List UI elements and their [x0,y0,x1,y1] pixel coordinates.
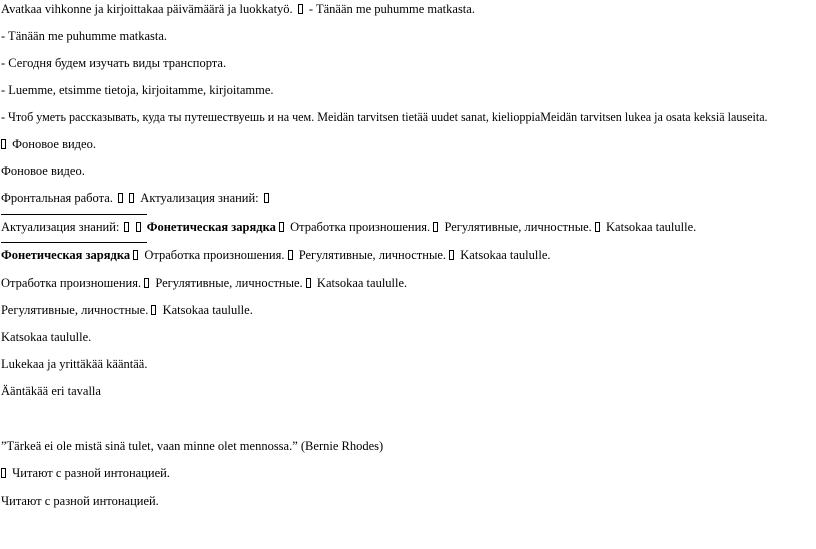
text-line-17 [1,466,170,481]
text-segment: Регулятивные, личностные. [1,303,149,317]
text-segment: Katsokaa taululle. [1,330,92,344]
text-segment: Фронтальная работа. [1,191,113,205]
text-line-16 [1,439,383,454]
missing-glyph-icon [1,139,6,149]
text-segment: Читают с разной интонацией. [1,494,159,508]
text-line-7 [1,164,85,179]
text-line-10 [1,248,551,263]
text-line-14 [1,357,147,372]
horizontal-rule [1,214,147,215]
quote-text: ”Tärkeä ei ole mistä sinä tulet, vaan minne olet mennossa.” (Bernie Rhodes) [1,439,384,453]
missing-glyph-icon [279,222,284,232]
text-line-11 [1,276,407,291]
text-segment: Регулятивные, личностные. [298,248,447,262]
text-line-3 [1,56,226,71]
missing-glyph-icon [151,305,156,315]
text-segment: Отработка произношения. [144,248,285,262]
text-line-13 [1,330,91,345]
text-segment: - Luemme, etsimme tietoja, kirjoitamme, kirjoitamme. [1,83,274,97]
text-segment: Ääntäkää eri tavalla [1,384,101,398]
text-line-6 [1,137,96,152]
text-line-18 [1,494,159,509]
text-segment: Регулятивные, личностные. [155,276,303,290]
text-segment-bold: Фонетическая зарядка [146,220,276,234]
text-segment: Katsokaa taululle. [162,303,253,317]
text-segment: Фоновое видео. [12,137,96,151]
missing-glyph-icon [288,250,293,260]
text-line-12 [1,303,253,318]
text-segment: Lukekaa ja yrittäkää kääntää. [1,357,148,371]
text-segment: Читают с разной интонацией. [12,466,170,480]
text-segment: Актуализация знаний: [1,220,120,234]
text-segment: Отработка произношения. [1,276,142,290]
missing-glyph-icon [133,250,138,260]
text-line-8 [1,191,272,206]
missing-glyph-icon [118,193,123,203]
missing-glyph-icon [306,278,311,288]
text-line-9 [1,220,696,235]
text-line-4 [1,83,274,98]
text-segment: Актуализация знаний: [140,191,259,205]
missing-glyph-icon [433,222,438,232]
missing-glyph-icon [449,250,454,260]
text-segment: - Tänään me puhumme matkasta. [1,29,168,43]
missing-glyph-icon [136,222,141,232]
missing-glyph-icon [144,278,149,288]
text-segment: Katsokaa taululle. [316,276,408,290]
text-segment: - Чтоб уметь рассказывать, куда ты путешествуешь и на чем. Meidän tarvitsen tietää uudet sanat, kielioppiaMeidän tarvitsen lukea ja osata keksiä lauseita. [1,110,768,124]
text-segment: - Сегодня будем изучать виды транспорта. [1,56,227,70]
text-segment: Avatkaa vihkonne ja kirjoittakaa päivämäärä ja luokkatyö. [1,2,293,16]
missing-glyph-icon [595,222,600,232]
text-segment: Katsokaa taululle. [606,220,697,234]
text-segment: - Tänään me puhumme matkasta. [308,2,475,16]
missing-glyph-icon [1,468,6,478]
text-segment-bold: Фонетическая зарядка [1,248,131,262]
text-segment: Katsokaa taululle. [460,248,551,262]
missing-glyph-icon [264,193,269,203]
text-line-1 [1,2,475,17]
text-line-15 [1,384,101,399]
text-segment: Отработка произношения. [290,220,431,234]
text-line-5 [1,110,768,125]
horizontal-rule [1,242,147,243]
missing-glyph-icon [129,193,134,203]
text-line-2 [1,29,167,44]
text-segment: Фоновое видео. [1,164,85,178]
missing-glyph-icon [124,222,129,232]
missing-glyph-icon [298,4,303,14]
text-segment: Регулятивные, личностные. [444,220,592,234]
